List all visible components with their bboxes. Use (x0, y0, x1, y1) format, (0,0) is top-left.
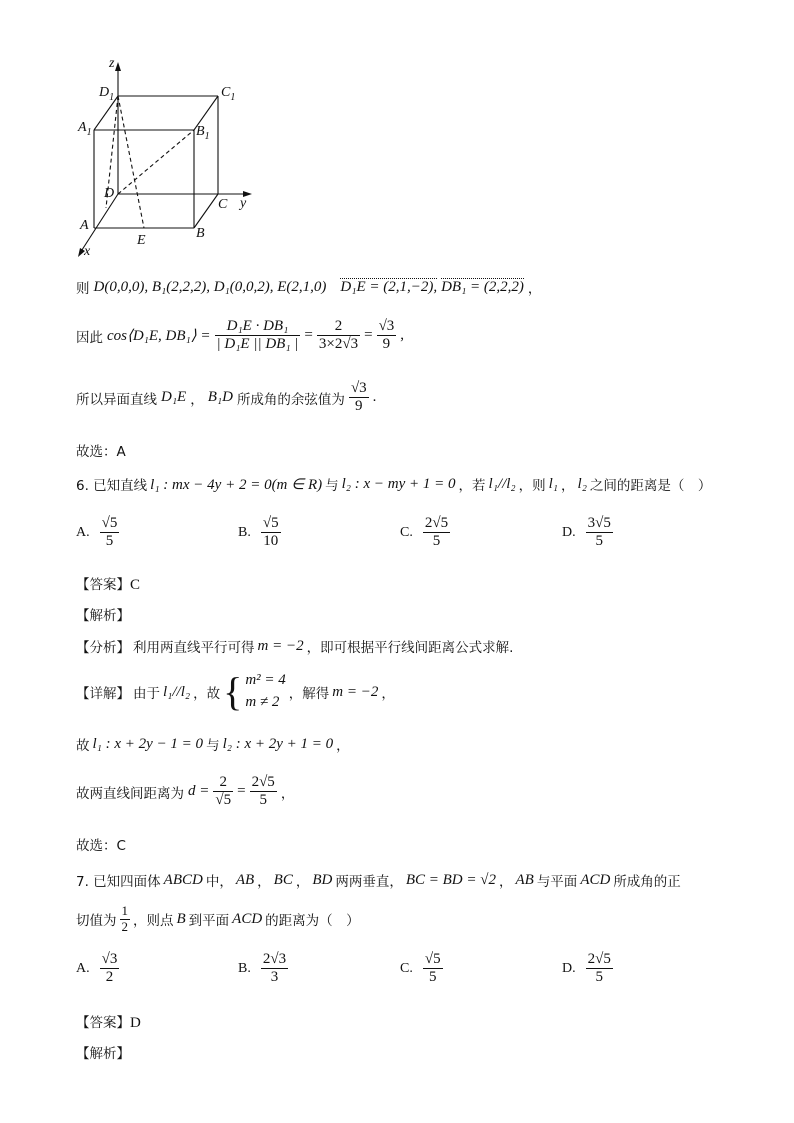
q6-option-b[interactable]: B. $\frac{√5}{10}$ (238, 515, 279, 550)
q6-distance: 故两直线间距离为 d = $\frac{2}{√5}$ = $\frac{2√5}{5}$ ， (76, 774, 295, 809)
label-D: D (104, 186, 115, 201)
q7-option-b[interactable]: B. $\frac{2√3}{3}$ (238, 951, 287, 986)
label-E: E (137, 233, 146, 248)
q7-option-c[interactable]: C. $\frac{√5}{5}$ (400, 951, 441, 986)
q6-fenxi: 【分析】 利用两直线平行可得 m = −2 ，即可根据平行线间距离公式求解. (76, 637, 514, 656)
q7-analysis-heading: 【解析】 (76, 1046, 130, 1062)
q6-lines: 故 l₁ : x + 2y − 1 = 0 与 l₂ : x + 2y + 1 = 0 ， (76, 735, 350, 754)
figure-labels (70, 58, 270, 268)
sol5-choice: 故选：A (76, 444, 126, 460)
q7-stem-line1: 7. 已知四面体 ABCD 中， AB ， BC ， BD 两两垂直， BC = BD = √2 ， AB 与平面 ACD 所成角的正 (76, 871, 681, 890)
sol5-line3: 所以异面直线 D₁E ， B₁D 所成角的余弦值为 $\frac{√3}{9}$ . (76, 380, 377, 415)
q7-answer: 【答案】D (76, 1015, 141, 1031)
label-B: B (196, 226, 205, 241)
q6-option-d[interactable]: D. $\frac{3√5}{5}$ (562, 515, 611, 550)
label-D1: $D_1$ (99, 85, 115, 103)
q7-option-d[interactable]: D. $\frac{2√5}{5}$ (562, 951, 611, 986)
label-B1: $B_1$ (196, 124, 210, 142)
q7-options (76, 951, 716, 997)
cosine-value-fraction: $\frac{√3}{9}$ (350, 380, 367, 415)
label-z: z (109, 56, 115, 71)
label-A: A (80, 218, 89, 233)
label-A1: $A_1$ (78, 120, 92, 138)
q6-option-a[interactable]: A. $\frac{√5}{5}$ (76, 515, 118, 550)
q6-stem: 6. 已知直线 l₁ : mx − 4y + 2 = 0(m ∈ R) 与 l₂ : x − my + 1 = 0 ，若 l₁//l₂ ，则 l₁ ， l₂ 之间的距离是（ ） (76, 475, 712, 494)
sol5-line2: 因此 cos⟨D₁E, DB₁⟩ = $\frac{\text{D₁E · DB₁}}{\text{| D₁E || DB₁ |}}$ = $\frac{2}{3\times 2√3}$ = $\frac{√3}{9}$ , (76, 318, 405, 353)
value-fraction-1: $\frac{2}{3\times 2√3}$ (318, 318, 359, 353)
equation-system: m² = 4 m ≠ 2 (245, 672, 286, 710)
label-C: C (218, 197, 228, 212)
q6-analysis-heading: 【解析】 (76, 608, 130, 624)
q7-option-a[interactable]: A. $\frac{√3}{2}$ (76, 951, 118, 986)
sol5-line1: 则 D(0,0,0), B₁(2,2,2), D₁(0,0,2), E(2,1,0) D₁E = (2,1,−2), DB₁ = (2,2,2) ， (76, 278, 542, 297)
cos-fraction: $\frac{\text{D₁E · DB₁}}{\text{| D₁E || DB₁ |}}$ (216, 318, 299, 353)
q6-option-c[interactable]: C. $\frac{2√5}{5}$ (400, 515, 449, 550)
label-x: x (84, 244, 91, 259)
q6-options (76, 515, 716, 561)
system-brace: { (223, 669, 243, 714)
value-fraction-2: $\frac{√3}{9}$ (378, 318, 395, 353)
q6-xiangjie: 【详解】 由于 l₁//l₂ ，故 { m² = 4 m ≠ 2 ，解得 m = −2 ， (76, 669, 395, 714)
q6-answer: 【答案】C (76, 577, 141, 593)
label-C1: $C_1$ (221, 85, 236, 103)
q6-choice: 故选：C (76, 838, 126, 854)
label-y: y (240, 196, 247, 211)
q7-stem-line2: 切值为 $\frac{1}{2}$ ，则点 B 到平面 ACD 的距离为（ ） (76, 903, 360, 934)
